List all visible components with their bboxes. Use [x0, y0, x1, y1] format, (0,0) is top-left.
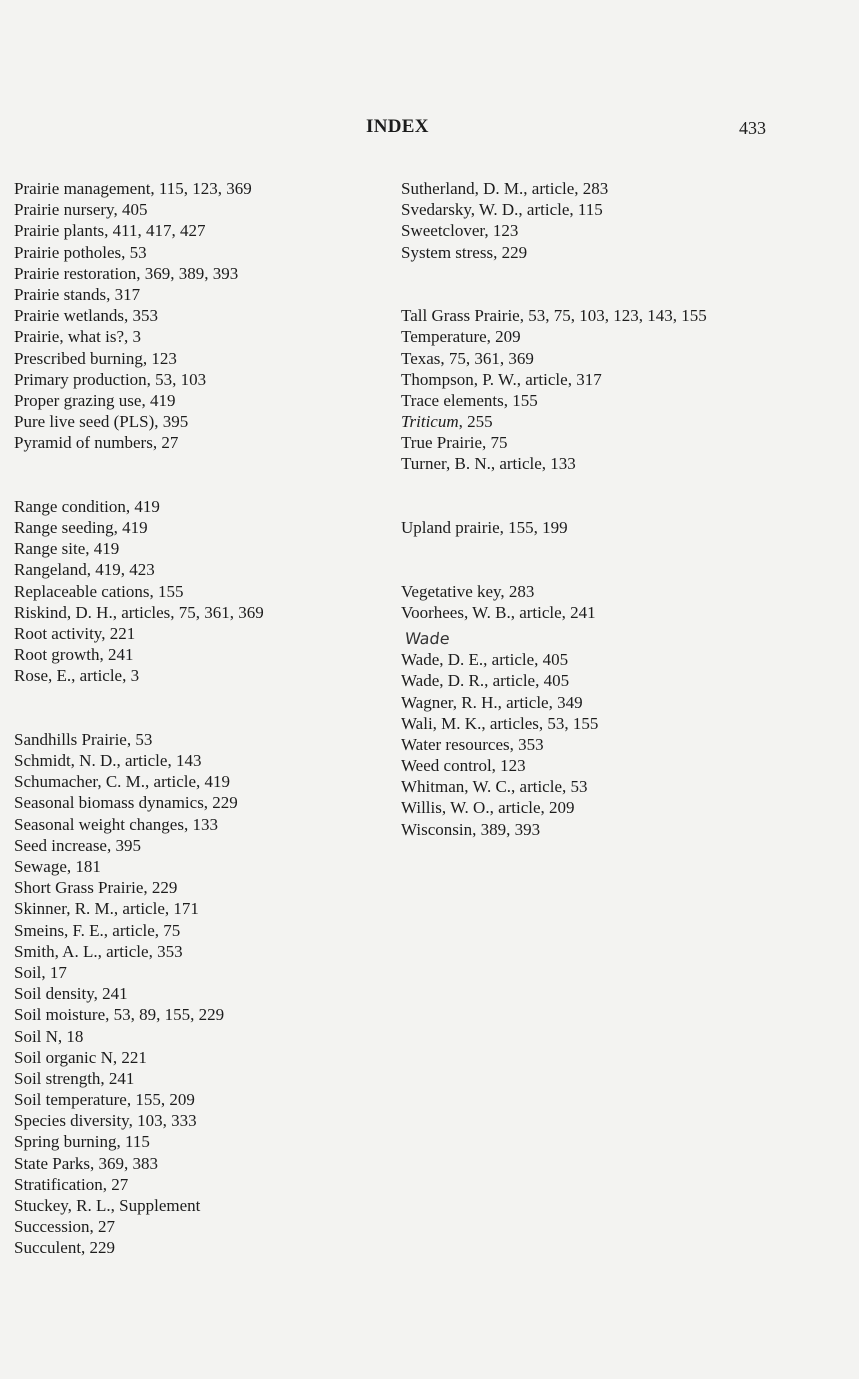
- index-entry-italic-term: Triticum: [401, 412, 459, 432]
- index-entry: Vegetative key, 283: [401, 581, 535, 601]
- index-entry: Tall Grass Prairie, 53, 75, 103, 123, 143, 155: [401, 306, 707, 326]
- index-entry: Prairie, what is?, 3: [14, 327, 141, 347]
- index-section-gap: [401, 263, 707, 305]
- index-entry: Willis, W. O., article, 209: [401, 798, 575, 818]
- index-section-gap: [14, 687, 264, 729]
- index-entry: Trace elements, 155: [401, 390, 538, 410]
- index-entry: Prescribed burning, 123: [14, 348, 177, 368]
- index-entry: Wade, D. R., article, 405: [401, 671, 570, 691]
- handwritten-annotation: Wade: [404, 628, 451, 648]
- index-entry: Pure live seed (PLS), 395: [14, 412, 189, 432]
- index-entry: Thompson, P. W., article, 317: [401, 369, 602, 389]
- index-entry: Water resources, 353: [401, 734, 544, 754]
- index-section-gap: [401, 538, 707, 580]
- page-number: 433: [739, 118, 766, 138]
- index-entry: Sutherland, D. M., article, 283: [401, 179, 609, 198]
- index-entry: Soil density, 241: [14, 984, 128, 1004]
- index-entry: Skinner, R. M., article, 171: [14, 899, 199, 919]
- index-entry: Prairie potholes, 53: [14, 242, 147, 262]
- index-entry: Range condition, 419: [14, 496, 160, 516]
- index-entry: Seasonal biomass dynamics, 229: [14, 793, 238, 813]
- index-entry: Temperature, 209: [401, 327, 521, 347]
- index-entry: Pyramid of numbers, 27: [14, 433, 179, 453]
- index-entry: Range site, 419: [14, 539, 120, 559]
- index-column-right: [401, 178, 707, 840]
- index-entry: Sewage, 181: [14, 857, 101, 877]
- index-entry: Weed control, 123: [401, 756, 526, 776]
- index-entry: [401, 411, 707, 432]
- index-entry: Prairie management, 115, 123, 369: [14, 179, 252, 198]
- index-entry: Primary production, 53, 103: [14, 369, 207, 389]
- index-entry: Turner, B. N., article, 133: [401, 454, 576, 474]
- index-entry: Schumacher, C. M., article, 419: [14, 772, 231, 792]
- index-entry: Species diversity, 103, 333: [14, 1111, 197, 1131]
- index-entry: Seasonal weight changes, 133: [14, 814, 218, 834]
- index-entry: Prairie wetlands, 353: [14, 306, 158, 326]
- index-column-left: [14, 178, 264, 1259]
- index-entry: Prairie plants, 411, 417, 427: [14, 221, 206, 241]
- index-entry: Stuckey, R. L., Supplement: [14, 1196, 201, 1216]
- index-entry: Soil N, 18: [14, 1026, 84, 1046]
- index-entry: Smeins, F. E., article, 75: [14, 920, 181, 940]
- index-entry: Succession, 27: [14, 1217, 116, 1237]
- index-entry: Replaceable cations, 155: [14, 581, 184, 601]
- index-entry: Upland prairie, 155, 199: [401, 518, 568, 538]
- index-entry: Soil moisture, 53, 89, 155, 229: [14, 1005, 225, 1025]
- index-entry: System stress, 229: [401, 242, 528, 262]
- index-section-gap: [14, 453, 264, 495]
- index-entry: Riskind, D. H., articles, 75, 361, 369: [14, 602, 264, 622]
- index-entry: State Parks, 369, 383: [14, 1153, 159, 1173]
- index-entry: Soil, 17: [14, 962, 67, 982]
- index-entry: Smith, A. L., article, 353: [14, 941, 183, 961]
- index-entry: Root growth, 241: [14, 645, 134, 665]
- index-entry: Rangeland, 419, 423: [14, 560, 155, 580]
- index-entry: Wali, M. K., articles, 53, 155: [401, 713, 599, 733]
- index-entry: Range seeding, 419: [14, 518, 148, 538]
- index-entry: Soil temperature, 155, 209: [14, 1090, 195, 1110]
- page-title: INDEX: [366, 116, 429, 137]
- index-entry: Wade, D. E., article, 405: [401, 650, 569, 670]
- index-entry: Schmidt, N. D., article, 143: [14, 751, 202, 771]
- index-entry: True Prairie, 75: [401, 433, 508, 453]
- index-entry: Soil organic N, 221: [14, 1047, 147, 1067]
- index-entry: Proper grazing use, 419: [14, 390, 176, 410]
- index-entry: Spring burning, 115: [14, 1132, 150, 1152]
- index-section-gap: [401, 475, 707, 517]
- index-entry: Stratification, 27: [14, 1174, 129, 1194]
- index-entry: Svedarsky, W. D., article, 115: [401, 200, 603, 220]
- index-entry: Prairie stands, 317: [14, 284, 141, 304]
- index-entry: Short Grass Prairie, 229: [14, 878, 178, 898]
- index-entry: Wagner, R. H., article, 349: [401, 692, 583, 712]
- index-entry: Texas, 75, 361, 369: [401, 348, 534, 368]
- index-entry: Wisconsin, 389, 393: [401, 819, 541, 839]
- index-entry: Voorhees, W. B., article, 241: [401, 602, 596, 622]
- index-entry: Prairie restoration, 369, 389, 393: [14, 263, 239, 283]
- index-entry: Whitman, W. C., article, 53: [401, 777, 588, 797]
- index-entry: Sandhills Prairie, 53: [14, 729, 153, 749]
- index-entry: Root activity, 221: [14, 623, 136, 643]
- index-entry: Seed increase, 395: [14, 835, 141, 855]
- index-entry-pages: , 255: [458, 412, 493, 432]
- index-entry: Rose, E., article, 3: [14, 666, 140, 686]
- index-entry: Sweetclover, 123: [401, 221, 519, 241]
- index-entry: Soil strength, 241: [14, 1068, 135, 1088]
- index-entry: Succulent, 229: [14, 1238, 116, 1258]
- index-entry: Prairie nursery, 405: [14, 200, 148, 220]
